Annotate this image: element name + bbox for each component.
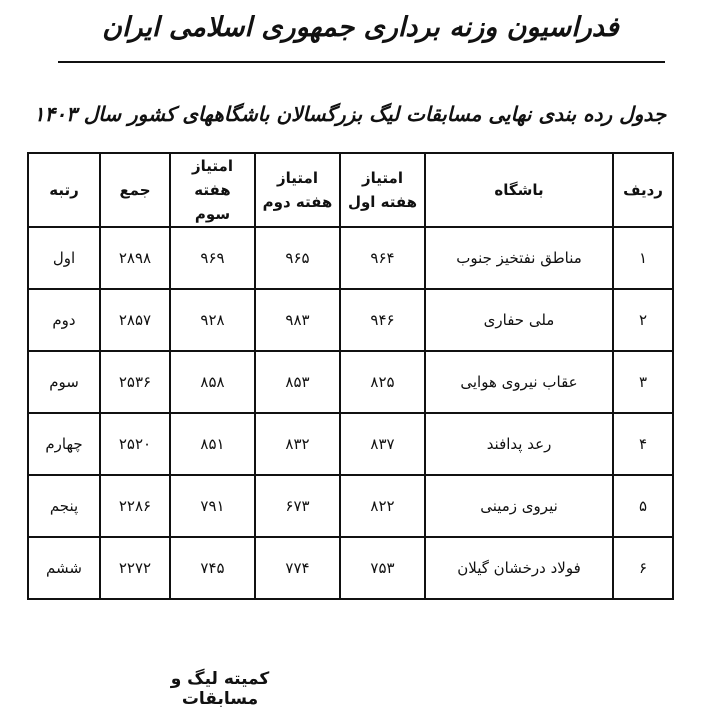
cell-club: مناطق نفتخیز جنوب — [425, 227, 613, 289]
cell-week2: ۸۵۳ — [255, 351, 340, 413]
cell-row-no: ۲ — [613, 289, 673, 351]
column-header-week1-line2: هفته اول — [347, 193, 418, 211]
cell-week1: ۸۲۲ — [340, 475, 425, 537]
cell-week3: ۸۵۸ — [170, 351, 255, 413]
table-row — [28, 289, 673, 351]
column-header-week3-line1: امتیاز — [192, 157, 233, 175]
cell-rank: اول — [28, 227, 100, 289]
cell-week2: ۹۶۵ — [255, 227, 340, 289]
cell-week3: ۷۴۵ — [170, 537, 255, 599]
cell-week3: ۷۹۱ — [170, 475, 255, 537]
cell-week3: ۹۶۹ — [170, 227, 255, 289]
cell-total: ۲۲۸۶ — [100, 475, 170, 537]
column-header-club: باشگاه — [425, 153, 613, 227]
column-header-total: جمع — [100, 153, 170, 227]
header-divider — [58, 61, 665, 63]
cell-week1: ۸۲۵ — [340, 351, 425, 413]
federation-title: فدراسیون وزنه برداری جمهوری اسلامی ایران — [102, 12, 619, 43]
column-header-week1-line1: امتیاز — [362, 169, 403, 187]
cell-total: ۲۲۷۲ — [100, 537, 170, 599]
cell-club: عقاب نیروی هوایی — [425, 351, 613, 413]
cell-row-no: ۱ — [613, 227, 673, 289]
table-title: جدول رده بندی نهایی مسابقات لیگ بزرگسالان باشگاههای کشور سال ۱۴۰۳ — [33, 102, 667, 126]
cell-week2: ۹۸۳ — [255, 289, 340, 351]
cell-week3: ۹۲۸ — [170, 289, 255, 351]
column-header-rank: رتبه — [28, 153, 100, 227]
cell-week1: ۹۴۶ — [340, 289, 425, 351]
cell-rank: پنجم — [28, 475, 100, 537]
table-row — [28, 537, 673, 599]
cell-rank: سوم — [28, 351, 100, 413]
cell-total: ۲۵۳۶ — [100, 351, 170, 413]
cell-total: ۲۸۹۸ — [100, 227, 170, 289]
column-header-week2-line1: امتیاز — [277, 169, 318, 187]
cell-row-no: ۴ — [613, 413, 673, 475]
cell-week2: ۶۷۳ — [255, 475, 340, 537]
cell-week1: ۸۳۷ — [340, 413, 425, 475]
table-row — [28, 475, 673, 537]
cell-row-no: ۵ — [613, 475, 673, 537]
column-header-week2 — [255, 153, 340, 227]
cell-week2: ۸۳۲ — [255, 413, 340, 475]
cell-week2: ۷۷۴ — [255, 537, 340, 599]
cell-week1: ۹۶۴ — [340, 227, 425, 289]
table-row — [28, 227, 673, 289]
cell-rank: چهارم — [28, 413, 100, 475]
table-row — [28, 351, 673, 413]
cell-row-no: ۳ — [613, 351, 673, 413]
cell-club: فولاد درخشان گیلان — [425, 537, 613, 599]
column-header-week3-line2: هفته سوم — [194, 181, 231, 223]
column-header-week2-line2: هفته دوم — [262, 193, 333, 211]
column-header-row-no: ردیف — [613, 153, 673, 227]
committee-signature: کمیته لیگ و مسابقات — [170, 669, 270, 709]
column-header-week1 — [340, 153, 425, 227]
cell-row-no: ۶ — [613, 537, 673, 599]
cell-rank: دوم — [28, 289, 100, 351]
cell-week1: ۷۵۳ — [340, 537, 425, 599]
cell-club: نیروی زمینی — [425, 475, 613, 537]
cell-total: ۲۵۲۰ — [100, 413, 170, 475]
cell-week3: ۸۵۱ — [170, 413, 255, 475]
column-header-week3 — [170, 153, 255, 227]
cell-rank: ششم — [28, 537, 100, 599]
table-header-row — [28, 153, 673, 227]
cell-total: ۲۸۵۷ — [100, 289, 170, 351]
standings-table — [27, 152, 674, 600]
cell-club: ملی حفاری — [425, 289, 613, 351]
table-row — [28, 413, 673, 475]
cell-club: رعد پدافند — [425, 413, 613, 475]
